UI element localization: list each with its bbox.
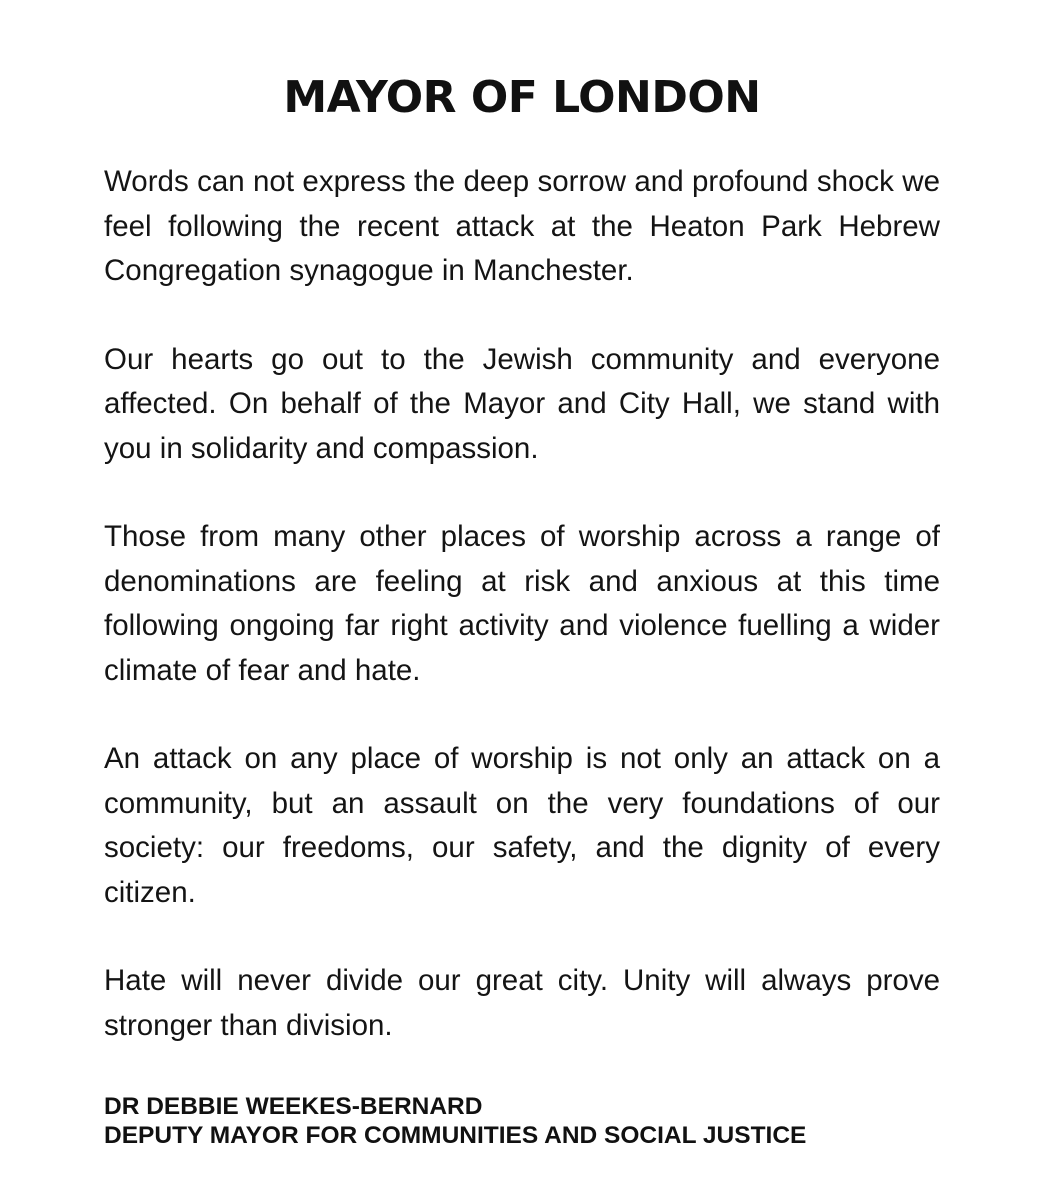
paragraph-attack-on-society: An attack on any place of worship is not only an attack on a community, but an assault on the very foundations of our society: our freedoms, our safety, and the dignity of every citizen. (104, 742, 940, 909)
signatory-title: DEPUTY MAYOR FOR COMMUNITIES AND SOCIAL JUSTICE (104, 1122, 807, 1149)
statement-body (104, 160, 940, 1048)
signature-block (104, 1092, 940, 1150)
paragraph-unity: Hate will never divide our great city. Unity will always prove stronger than division. (104, 964, 940, 1042)
statement-document (104, 0, 940, 1150)
paragraph-condolence: Words can not express the deep sorrow and profound shock we feel following the recent attack at the Heaton Park Hebrew Congregation synagogue in Manchester. (104, 165, 940, 287)
signatory-name: DR DEBBIE WEEKES-BERNARD (104, 1093, 483, 1120)
paragraph-solidarity: Our hearts go out to the Jewish community and everyone affected. On behalf of the Mayor and City Hall, we stand with you in solidarity and compassion. (104, 342, 940, 465)
paragraph-places-of-worship: Those from many other places of worship across a range of denominations are feeling at risk and anxious at this time following ongoing far right activity and violence fuelling a wider climate of fear and hate. (104, 520, 940, 687)
masthead-title: MAYOR OF LONDON (283, 72, 761, 123)
